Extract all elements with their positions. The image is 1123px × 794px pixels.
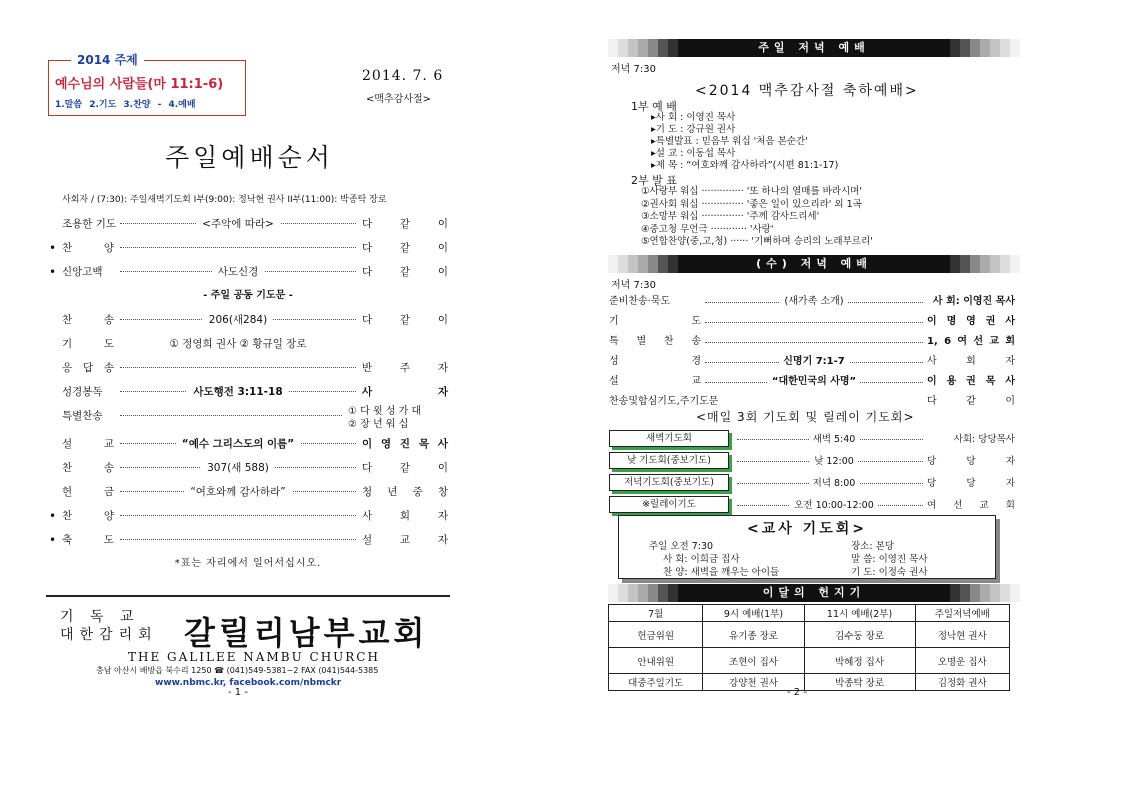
church-address: 충남 아산시 배방읍 북수리 1250 ☎ (041)549-5381~2 FAX (041)544-5385 — [96, 666, 379, 675]
leader-dots — [120, 367, 356, 368]
wednesday-label: 준비찬송·묵도 — [609, 296, 671, 307]
wednesday-time: 저녁 7:30 — [611, 280, 656, 291]
section-title: (수) 저녁 예배 — [678, 255, 950, 273]
bulletin-page-2 — [561, 0, 1123, 794]
prayer-time: 저녁 8:00 — [749, 475, 919, 489]
order-label: 특별찬송 — [62, 410, 103, 422]
worship-order-list — [46, 212, 450, 569]
prayer-name-box: ※릴레이기도 — [609, 496, 729, 513]
table-cell: 박혜정 집사 — [804, 648, 915, 674]
wednesday-row — [609, 352, 1019, 372]
theme-box — [48, 53, 246, 116]
order-leader: 다 같 이 — [362, 266, 448, 278]
stand-marker: • — [49, 509, 57, 523]
table-row — [609, 674, 1010, 691]
stand-marker: • — [49, 533, 57, 547]
wednesday-row — [609, 312, 1019, 332]
order-leader: 반 주 자 — [362, 362, 448, 374]
order-detail: “여호와께 감사하라” — [124, 485, 352, 499]
prayer-leader: 사회: 당당목사 — [953, 434, 1015, 445]
prayer-name-box: 저녁기도회(중보기도) — [609, 474, 729, 491]
order-leader: 다 같 이 — [362, 242, 448, 254]
part2-item: ①사랑부 워십 ·············· '또 하나의 열매를 바라시며' — [641, 186, 862, 197]
order-row — [46, 528, 450, 552]
table-cell: 강양천 권사 — [703, 674, 804, 691]
order-row — [46, 480, 450, 504]
prayer-leader: 당 당 자 — [927, 456, 1015, 467]
order-detail: <주악에 따라> — [124, 217, 352, 231]
page-number: - 1 - — [228, 687, 248, 698]
column-header: 주일저녁예배 — [915, 605, 1009, 622]
column-header: 9시 예배(1부) — [703, 605, 804, 622]
denomination: 기 독 교 대한감리회 — [60, 609, 158, 643]
divider — [46, 595, 450, 597]
order-label: 성경봉독 — [62, 386, 103, 398]
order-leader: 청 년 중 창 — [362, 486, 448, 498]
order-row — [46, 380, 450, 404]
prayer-leader: 당 당 자 — [927, 478, 1015, 489]
order-row — [46, 356, 450, 380]
theme-title: 예수님의 사람들(마 11:1-6) — [55, 77, 224, 92]
order-label: 찬 양 — [62, 510, 114, 522]
table-cell: 김정화 권사 — [915, 674, 1009, 691]
order-label: 찬 양 — [62, 242, 114, 254]
order-label: 신앙고백 — [62, 266, 103, 278]
section-band-sunday — [608, 39, 1020, 57]
table-cell: 오명운 집사 — [915, 648, 1009, 674]
order-label: 찬 송 — [62, 462, 114, 474]
prayer-time: 낮 12:00 — [749, 453, 919, 467]
standing-note: *표는 자리에서 일어서십시오. — [174, 558, 322, 569]
wednesday-label: 특 별 찬 송 — [609, 336, 701, 347]
order-detail: 사도신경 — [124, 265, 352, 279]
duty-table — [608, 604, 1010, 691]
order-subheading: - 주일 공동 기도문 - — [203, 290, 293, 301]
service-leaders-line: 사회자 / (7:30): 주일새벽기도회 I부(9:00): 정낙현 권사 II부(11:00): 박종탁 장로 — [62, 195, 387, 205]
order-row — [46, 308, 450, 332]
wednesday-label: 설 교 — [609, 376, 701, 387]
bulletin-date: 2014. 7. 6 — [362, 68, 444, 84]
wednesday-leader: 사 회 자 — [927, 356, 1015, 367]
order-row — [46, 260, 450, 284]
order-leader: ① 다 윗 성 가 대 ② 장 년 워 십 — [348, 406, 422, 430]
sunday-time: 저녁 7:30 — [611, 64, 656, 75]
leader-dots — [120, 247, 356, 248]
theme-label: 2014 주제 — [71, 51, 144, 68]
wednesday-leader: 이 용 권 목 사 — [927, 376, 1015, 387]
prayer-row — [609, 474, 1019, 492]
part2-item: ⑤연합찬양(중,고,청) ······ '기뻐하며 승리의 노래부르리' — [641, 236, 873, 247]
stand-marker: • — [49, 241, 57, 255]
wednesday-leader: 1, 6 여 선 교 회 — [927, 336, 1015, 347]
part1-item: ▸사 회 : 이영진 목사 — [651, 112, 736, 123]
order-label: 조용한 기도 — [62, 218, 117, 230]
table-cell: 유기종 장로 — [703, 622, 804, 648]
order-label: 기 도 — [62, 338, 114, 350]
teacher-prayer-title: <교사 기도회> — [747, 521, 867, 537]
leader-dots — [705, 322, 923, 323]
order-row — [46, 404, 450, 432]
table-row — [609, 648, 1010, 674]
leader-dots — [120, 515, 356, 516]
order-label: 찬 송 — [62, 314, 114, 326]
wednesday-order-list — [609, 292, 1019, 412]
column-header: 7월 — [609, 605, 703, 622]
leader-dots — [120, 415, 342, 416]
order-row — [46, 236, 450, 260]
prayer-heading: <매일 3회 기도회 및 릴레이 기도회> — [696, 410, 915, 424]
prayer-time: 새벽 5:40 — [749, 431, 919, 445]
wednesday-detail: 신명기 7:1-7 — [709, 355, 919, 369]
order-detail: 사도행전 3:11-18 — [124, 385, 352, 399]
part2-title: 2부 발 표 — [631, 174, 677, 187]
column-header: 11시 예배(2부) — [804, 605, 915, 622]
wednesday-leader: 사 회: 이영진 목사 — [932, 296, 1015, 307]
part1-item: ▸설 교 : 이동섭 목사 — [651, 148, 736, 159]
prayer-row — [609, 496, 1019, 514]
order-detail: ① 정영희 권사 ② 황규일 장로 — [124, 337, 352, 351]
wednesday-detail: “대한민국의 사명” — [709, 375, 919, 389]
order-label: 축 도 — [62, 534, 114, 546]
part1-item: ▸기 도 : 강규원 권사 — [651, 124, 736, 135]
bulletin-page-1 — [0, 0, 561, 794]
section-band-duty — [608, 584, 1020, 602]
church-website-link[interactable]: www.nbmc.kr, facebook.com/nbmckr — [155, 678, 342, 688]
wednesday-label: 성 경 — [609, 356, 701, 367]
prayer-row — [609, 430, 1019, 448]
church-logo: 갈릴리남부교회 — [184, 614, 429, 652]
order-row — [46, 456, 450, 480]
prayer-name-box: 낮 기도회(중보기도) — [609, 452, 729, 469]
order-row — [46, 504, 450, 528]
table-cell: 박종탁 장로 — [804, 674, 915, 691]
page-number: - 2 - — [787, 687, 807, 698]
table-row — [609, 622, 1010, 648]
leader-dots — [120, 539, 356, 540]
section-title: 이달의 헌지기 — [678, 584, 950, 602]
part2-item: ②권사회 워십 ·············· '좋은 일이 있으리라' 외 1곡 — [641, 198, 862, 210]
table-cell: 헌금위원 — [609, 622, 703, 648]
table-cell: 김수동 장로 — [804, 622, 915, 648]
part1-list — [651, 112, 838, 172]
wednesday-label: 기 도 — [609, 316, 701, 327]
order-leader: 이 영 진 목 사 — [362, 438, 448, 450]
part1-title: 1부 예 배 — [631, 100, 677, 113]
wednesday-leader: 이 명 영 권 사 — [927, 316, 1015, 327]
wednesday-label: 찬송및합심기도,주기도문 — [609, 396, 719, 407]
table-header-row — [609, 605, 1010, 622]
theme-items: 1.말씀 2.기도 3.찬양 - 4.예배 — [55, 100, 196, 110]
table-cell: 조현이 집사 — [703, 648, 804, 674]
part2-list — [641, 186, 873, 249]
leader-dots — [705, 342, 923, 343]
wednesday-row — [609, 332, 1019, 352]
page-title: 주일예배순서 — [165, 143, 334, 172]
order-detail: 307(새 588) — [124, 461, 352, 475]
wednesday-detail: (새가족 소개) — [709, 295, 919, 309]
sunday-heading: <2014 맥추감사절 축하예배> — [695, 83, 919, 99]
table-cell: 안내위원 — [609, 648, 703, 674]
wednesday-leader: 다 같 이 — [927, 396, 1015, 407]
teacher-prayer-box: <교사 기도회> 주일 오전 7:30 장소: 본당 사 회: 이희금 집사 말 씀: 이영진 목사 찬 양: 새벽을 깨우는 아이들 기 도: 이정숙 권사 — [618, 515, 996, 579]
part1-item: ▸제 목 : “여호와께 감사하라”(시편 81:1-17) — [651, 160, 839, 171]
prayer-time: 오전 10:00-12:00 — [749, 497, 919, 511]
order-row — [46, 432, 450, 456]
prayer-leader: 여 선 교 회 — [927, 500, 1015, 511]
order-detail: “예수 그리스도의 이름” — [124, 437, 352, 451]
order-leader: 설 교 자 — [362, 534, 448, 546]
part1-item: ▸특별발표 : 믿음부 워십 '처음 본순간' — [651, 136, 808, 147]
order-leader: 사 회 자 — [362, 510, 448, 522]
church-english-name: THE GALILEE NAMBU CHURCH — [128, 650, 380, 664]
table-cell: 정낙현 권사 — [915, 622, 1009, 648]
wednesday-row — [609, 372, 1019, 392]
prayer-row — [609, 452, 1019, 470]
section-band-wednesday — [608, 255, 1020, 273]
order-leader: 다 같 이 — [362, 462, 448, 474]
prayer-name-box: 새벽기도회 — [609, 430, 729, 447]
table-cell: 대중주일기도 — [609, 674, 703, 691]
order-label: 헌 금 — [62, 486, 114, 498]
wednesday-row — [609, 292, 1019, 312]
order-leader: 사 자 — [362, 386, 448, 398]
order-leader: 다 같 이 — [362, 218, 448, 230]
order-detail: 206(새284) — [124, 313, 352, 327]
order-row — [46, 332, 450, 356]
order-label: 응 답 송 — [62, 362, 114, 374]
stand-marker: • — [49, 265, 57, 279]
part2-item: ④중고청 무언극 ············ '사랑' — [641, 223, 774, 235]
order-leader: 다 같 이 — [362, 314, 448, 326]
part2-item: ③소망부 워십 ·············· '주께 감사드리세' — [641, 211, 820, 222]
occasion-label: <맥추감사절> — [366, 94, 432, 105]
order-row — [46, 212, 450, 236]
order-label: 설 교 — [62, 438, 114, 450]
section-title: 주일 저녁 예배 — [678, 39, 950, 57]
